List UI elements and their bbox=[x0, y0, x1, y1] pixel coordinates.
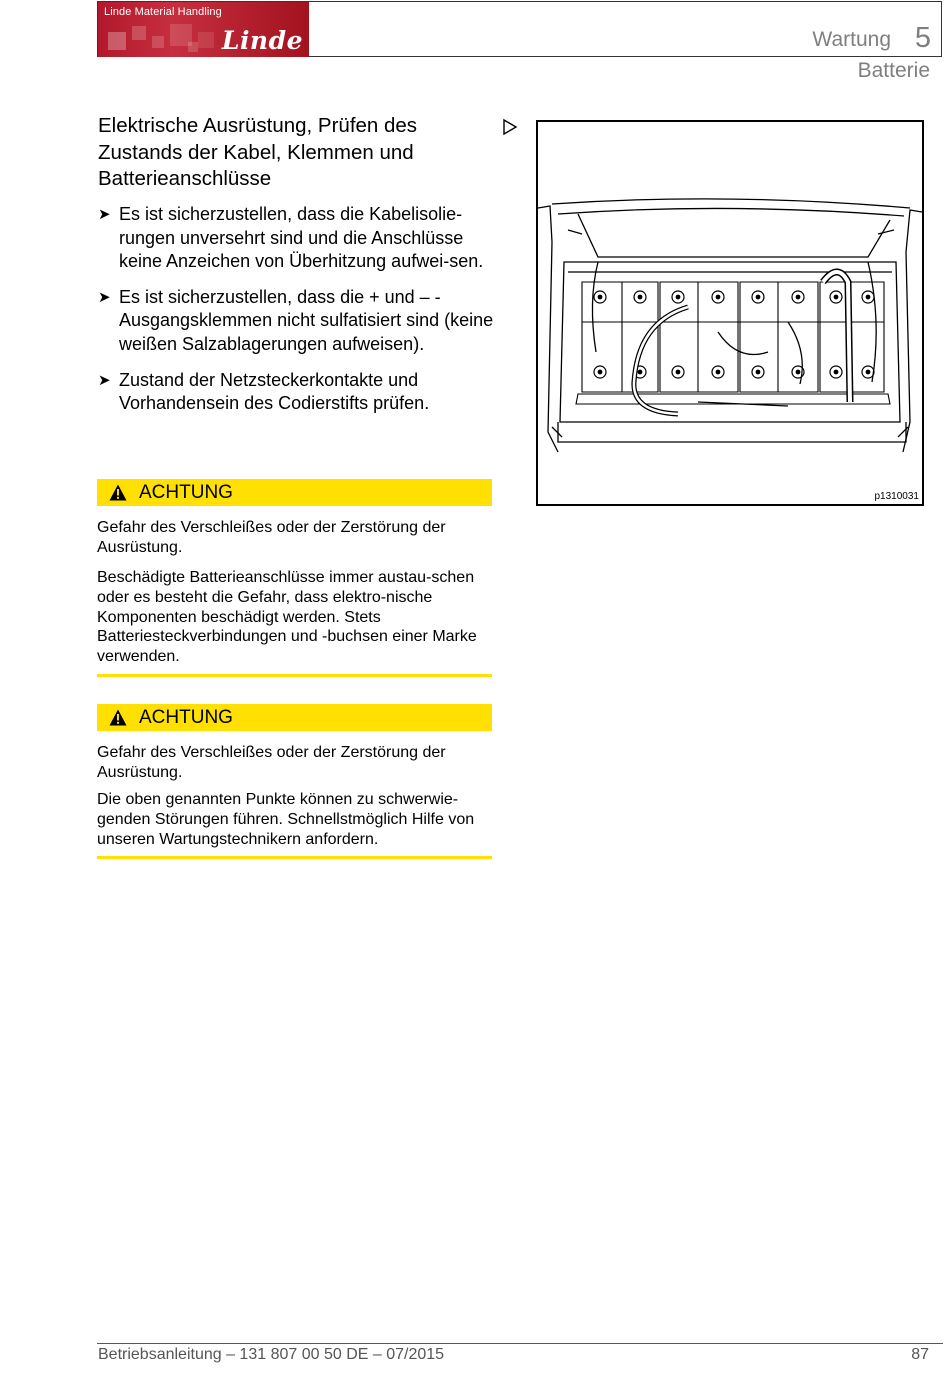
chevron-right-icon: ➤ bbox=[98, 371, 111, 389]
warning-triangle-icon bbox=[109, 709, 127, 726]
warning-header bbox=[97, 704, 492, 731]
warning-triangle-icon bbox=[109, 484, 127, 501]
list-item bbox=[98, 369, 498, 416]
warning-title: ACHTUNG bbox=[139, 707, 233, 728]
chapter-number: 5 bbox=[914, 22, 931, 54]
warning-text: Gefahr des Verschleißes oder der Zerstörung der Ausrüstung. bbox=[97, 519, 446, 556]
warning-text: Beschädigte Batterieanschlüsse immer austau-schen oder es besteht die Gefahr, dass elektro-nische Komponenten beschädigt werden. Stets Batteriesteckverbindungen und -buchsen einer Marke verwenden. bbox=[97, 569, 477, 666]
page-heading: Elektrische Ausrüstung, Prüfen des Zustands der Kabel, Klemmen und Batterieanschlüsse bbox=[98, 114, 418, 190]
list-item bbox=[98, 286, 498, 357]
list-item bbox=[98, 203, 498, 274]
chevron-right-icon: ➤ bbox=[98, 288, 111, 306]
footer-document-info: Betriebsanleitung – 131 807 00 50 DE – 07/2015 bbox=[98, 1346, 445, 1363]
brand-name: Linde bbox=[221, 26, 303, 55]
battery-illustration bbox=[536, 120, 924, 506]
linde-logo bbox=[98, 2, 309, 57]
list-item-text: Es ist sicherzustellen, dass die Kabelisolie-rungen unversehrt sind und die Anschlüsse keine Anzeichen von Überhitzung aufwei-sen. bbox=[119, 204, 484, 272]
warning-title: ACHTUNG bbox=[139, 482, 233, 503]
page-number: 87 bbox=[911, 1346, 929, 1363]
warning-text: Gefahr des Verschleißes oder der Zerstörung der Ausrüstung. bbox=[97, 744, 446, 781]
figure-id: p1310031 bbox=[874, 491, 919, 502]
company-name: Linde Material Handling bbox=[104, 6, 222, 18]
list-item-text: Zustand der Netzsteckerkontakte und Vorhandensein des Codierstifts prüfen. bbox=[119, 369, 430, 414]
warning-header bbox=[97, 479, 492, 506]
instruction-list bbox=[98, 203, 498, 428]
section-title: Batterie bbox=[857, 59, 930, 82]
warning-text: Die oben genannten Punkte können zu schwerwie-genden Störungen führen. Schnellstmöglich Hilfe von unseren Wartungstechnikern anfordern. bbox=[97, 791, 475, 848]
play-triangle-icon bbox=[502, 118, 518, 136]
warning-divider bbox=[97, 674, 492, 677]
battery-drawing bbox=[538, 122, 922, 504]
list-item-text: Es ist sicherzustellen, dass die + und – -Ausgangsklemmen nicht sulfatisiert sind (keine weißen Salzablagerungen aufweisen). bbox=[119, 286, 494, 354]
chapter-title: Wartung bbox=[812, 28, 891, 51]
chevron-right-icon: ➤ bbox=[98, 206, 111, 223]
warning-divider bbox=[97, 856, 492, 859]
footer-divider bbox=[97, 1343, 943, 1344]
